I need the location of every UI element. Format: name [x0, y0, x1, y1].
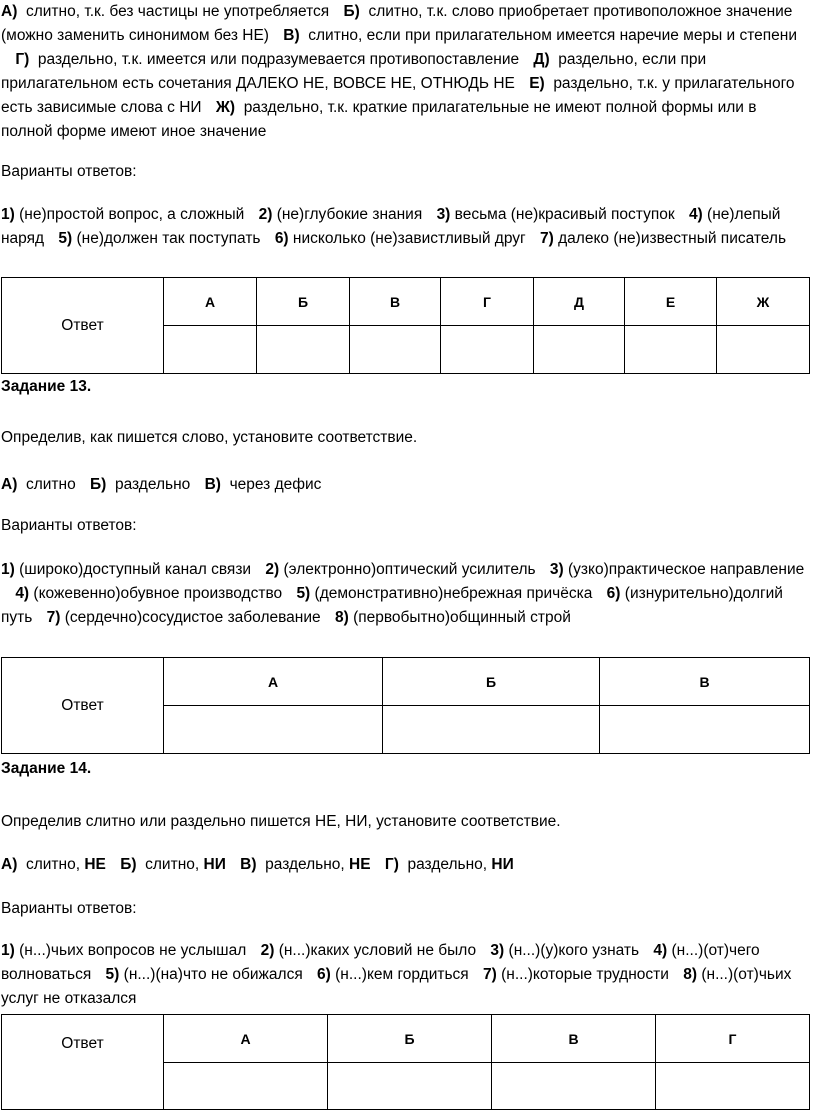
- task14-categories: А) слитно, НЕ Б) слитно, НИ В) раздельно, НЕ Г) раздельно, НИ: [1, 856, 514, 873]
- task14-variants-label: Варианты ответов:: [1, 900, 137, 917]
- answer-label: Ответ: [2, 658, 164, 754]
- header-cell: А: [164, 278, 257, 326]
- answer-label: Ответ: [2, 278, 164, 374]
- task12-answer-table: [1, 277, 810, 374]
- header-cell: Д: [534, 278, 625, 326]
- answer-cell[interactable]: [441, 326, 534, 374]
- answer-cell[interactable]: [717, 326, 810, 374]
- header-cell: Б: [383, 658, 600, 706]
- answer-cell[interactable]: [656, 1063, 810, 1110]
- task12-categories: А) слитно, т.к. без частицы не употребляется Б) слитно, т.к. слово приобретает противоположное значение (можно заменить синонимом без НЕ) В) слитно, если при прилагательном имеется наречие меры и степени Г) раздельно, т.к. имеется или подразумевается противопоставление Д) раздельно, если при прилагательном есть сочетания ДАЛЕКО НЕ, ВОВСЕ НЕ, ОТНЮДЬ НЕ Е) раздельно, т.к. у прилагательного есть зависимые слова с НИ Ж) раздельно, т.к. краткие прилагательные не имеют полной формы или в полной форме имеют иное значение: [1, 3, 798, 140]
- task13-answer-table: [1, 657, 810, 754]
- header-cell: Б: [328, 1015, 492, 1063]
- task14-answer-table: [1, 1014, 810, 1110]
- task13-instruction: Определив, как пишется слово, установите соответствие.: [1, 429, 418, 446]
- task12-options: 1) (не)простой вопрос, а сложный 2) (не)глубокие знания 3) весьма (не)красивый поступок 4) (не)лепый наряд 5) (не)должен так поступать 6) нисколько (не)завистливый друг 7) далеко (не)известный писатель: [1, 206, 787, 247]
- header-cell: А: [164, 658, 383, 706]
- answer-cell[interactable]: [164, 1063, 328, 1110]
- answer-cell[interactable]: [164, 706, 383, 754]
- task13-categories: А) слитно Б) раздельно В) через дефис: [1, 476, 322, 493]
- answer-cell[interactable]: [534, 326, 625, 374]
- header-cell: Г: [656, 1015, 810, 1063]
- answer-cell[interactable]: [600, 706, 810, 754]
- task13-variants-label: Варианты ответов:: [1, 517, 137, 534]
- header-cell: А: [164, 1015, 328, 1063]
- header-cell: Б: [257, 278, 350, 326]
- task14-options: 1) (н...)чьих вопросов не услышал 2) (н...)каких условий не было 3) (н...)(у)кого узнать 4) (н...)(от)чего волноваться 5) (н...)(на)что не обижался 6) (н...)кем гордиться 7) (н...)которые трудности 8) (н...)(от)чьих услуг не отказался: [1, 942, 792, 1007]
- answer-label: Ответ: [2, 1015, 164, 1110]
- answer-cell[interactable]: [328, 1063, 492, 1110]
- task12-variants-label: Варианты ответов:: [1, 163, 137, 180]
- header-cell: В: [350, 278, 441, 326]
- task14-title: Задание 14.: [1, 760, 92, 777]
- answer-cell[interactable]: [350, 326, 441, 374]
- answer-cell[interactable]: [625, 326, 717, 374]
- answer-cell[interactable]: [164, 326, 257, 374]
- header-cell: Г: [441, 278, 534, 326]
- header-cell: Ж: [717, 278, 810, 326]
- header-cell: Е: [625, 278, 717, 326]
- answer-cell[interactable]: [492, 1063, 656, 1110]
- answer-cell[interactable]: [383, 706, 600, 754]
- task14-instruction: Определив слитно или раздельно пишется НЕ, НИ, установите соответствие.: [1, 813, 561, 830]
- header-cell: В: [600, 658, 810, 706]
- task13-options: 1) (широко)доступный канал связи 2) (электронно)оптический усилитель 3) (узко)практическое направление 4) (кожевенно)обувное производство 5) (демонстративно)небрежная причёска 6) (изнурительно)долгий путь 7) (сердечно)сосудистое заболевание 8) (первобытно)общинный строй: [1, 561, 805, 626]
- header-cell: В: [492, 1015, 656, 1063]
- task13-title: Задание 13.: [1, 378, 92, 395]
- answer-cell[interactable]: [257, 326, 350, 374]
